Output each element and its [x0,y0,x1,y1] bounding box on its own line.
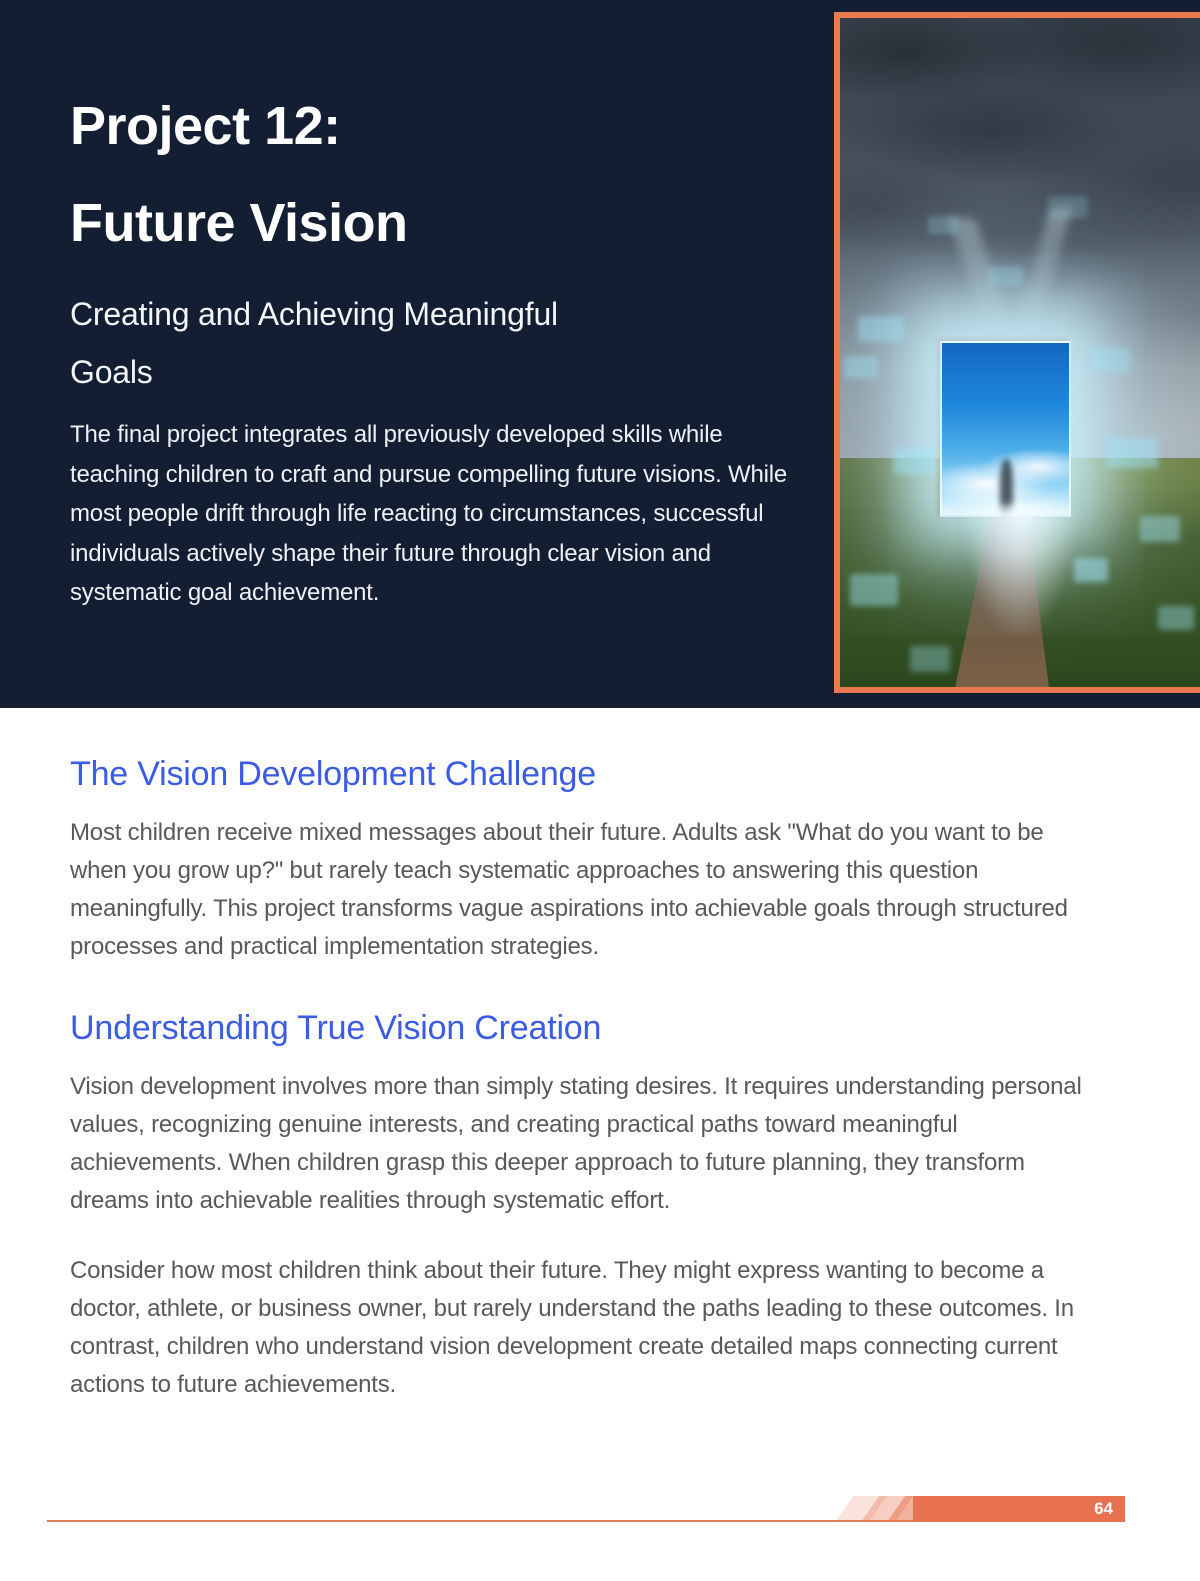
floating-square-decoration [988,266,1024,286]
light-beam [960,505,1080,645]
floating-square-decoration [1048,196,1088,218]
paragraph: Consider how most children think about their future. They might express wanting to become a doctor, athlete, or business owner, but rarely understand the paths leading to these outcomes. In contrast, children who understand vision development create detailed maps connecting current actions to future achievements. [70,1257,1074,1398]
page-title-line2: Future Vision [70,193,408,253]
page-subtitle: Creating and Achieving Meaningful Goals [70,296,558,390]
floating-square-decoration [1090,348,1130,372]
section-heading-understanding-true-vision-creation: Understanding True Vision Creation [70,1009,602,1047]
paragraph: Vision development involves more than simply stating desires. It requires understanding personal values, recognizing genuine interests, and creating practical paths toward meaningful achievements. When children grasp this deeper approach to future planning, they transform dreams into achievable realities through systematic effort. [70,1073,1082,1214]
page-title-line1: Project 12: [70,96,341,156]
hero-section [0,0,1200,708]
floating-square-decoration [1074,558,1108,582]
page-number-banner [913,1496,1125,1522]
floating-square-decoration [858,316,904,342]
page-body [70,708,1130,1404]
page-number: 64 [1094,1499,1113,1518]
floating-square-decoration [1140,516,1180,542]
portal-scene [840,18,1200,687]
floating-square-decoration [850,574,898,606]
section-heading-vision-development-challenge: The Vision Development Challenge [70,755,596,793]
hero-image [834,12,1200,693]
floating-square-decoration [1106,438,1158,468]
hero-description: The final project integrates all previously developed skills while teaching children to craft and pursue compelling future visions. While most people drift through life reacting to circumstances, successful individuals actively shape their future through clear vision and systematic goal achievement. [70,421,788,606]
floating-square-decoration [894,448,936,474]
hero-text-block [70,96,830,613]
floating-square-decoration [844,356,878,378]
floating-square-decoration [1158,606,1194,630]
paragraph: Most children receive mixed messages about their future. Adults ask "What do you want to be when you grow up?" but rarely teach systematic approaches to answering this question meaningfully. This project transforms vague aspirations into achievable goals through structured processes and practical implementation strategies. [70,819,1068,960]
floating-square-decoration [928,216,958,234]
floating-square-decoration [910,646,950,672]
